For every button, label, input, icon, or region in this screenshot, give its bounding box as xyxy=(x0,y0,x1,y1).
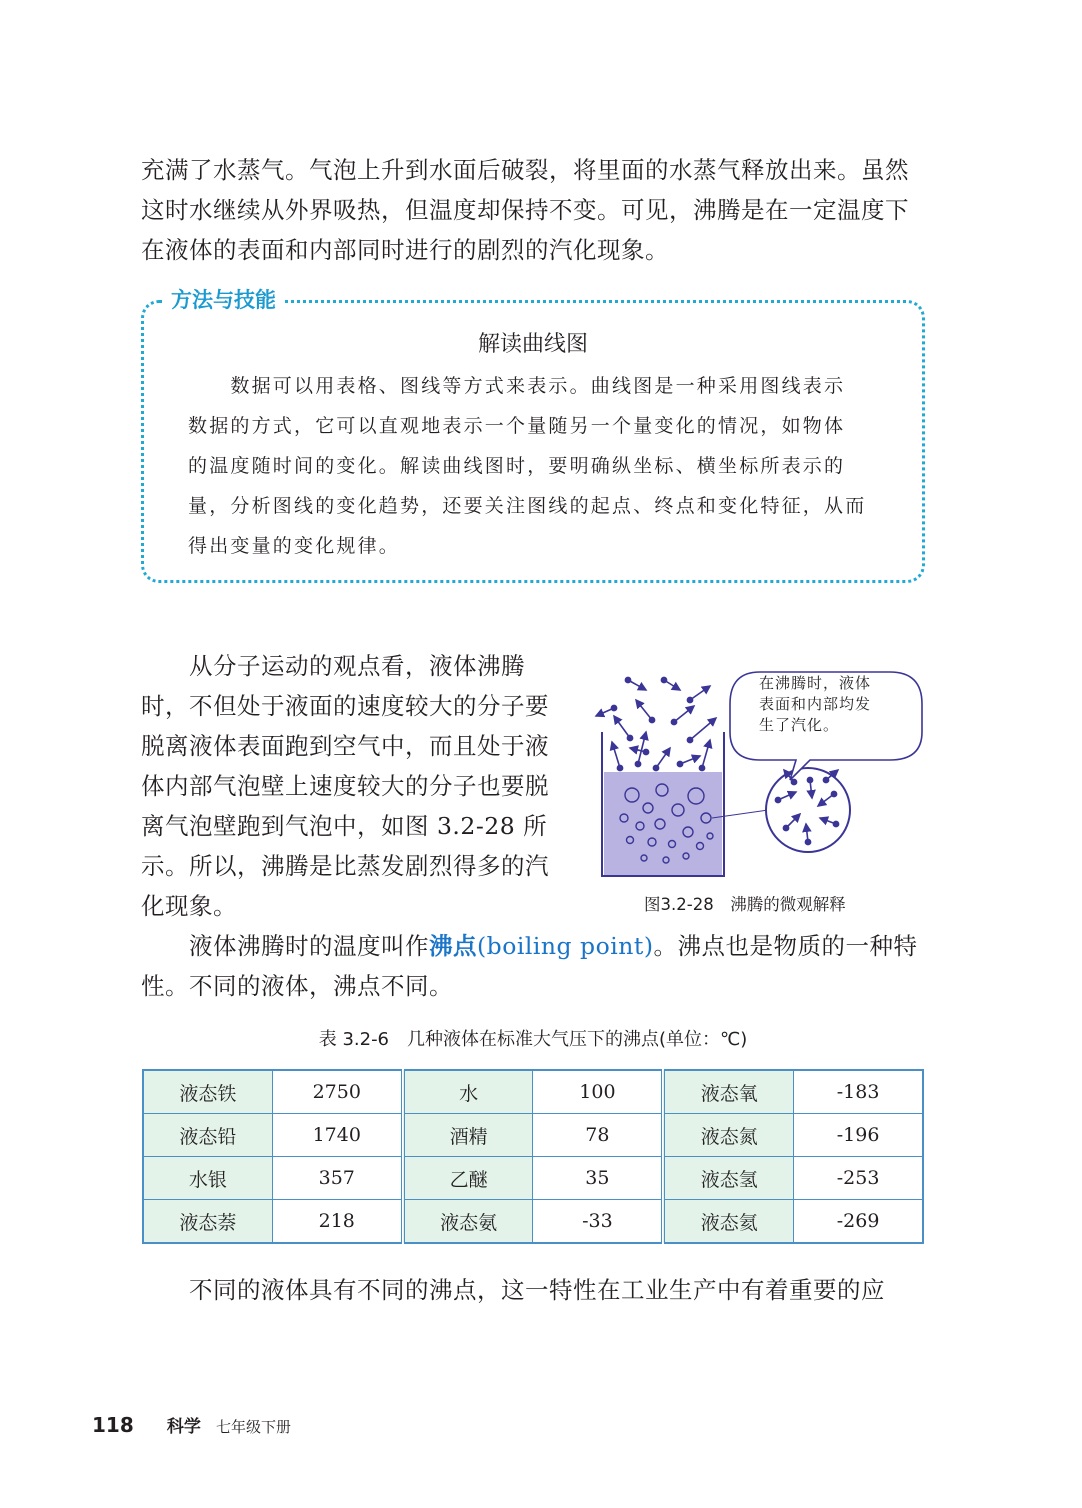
paragraph-boiling-description xyxy=(141,150,931,270)
text-line: 表面和内部均发 xyxy=(759,695,872,713)
table-cell: 液态氨 xyxy=(403,1200,533,1244)
text-line xyxy=(141,926,931,966)
method-skill-label: 方法与技能 xyxy=(163,286,284,314)
table-row xyxy=(143,1070,923,1114)
table-cell: -269 xyxy=(794,1200,923,1244)
text-line: 不同的液体具有不同的沸点，这一特性在工业生产中有着重要的应 xyxy=(141,1276,885,1304)
text-line: 时，不但处于液面的速度较大的分子要 xyxy=(141,692,549,720)
table-cell: 液态氮 xyxy=(663,1114,793,1157)
boiling-point-table xyxy=(142,1069,924,1244)
table-cell: 100 xyxy=(533,1070,663,1114)
text-line: 的温度随时间的变化。解读曲线图时，要明确纵坐标、横坐标所表示的 xyxy=(188,455,846,477)
page-footer xyxy=(92,1412,291,1437)
table-cell: 液态萘 xyxy=(143,1200,272,1244)
text-line: 得出变量的变化规律。 xyxy=(188,535,401,557)
table-cell: 1740 xyxy=(272,1114,402,1157)
speech-bubble-text xyxy=(759,673,899,736)
book-subject: 科学 xyxy=(166,1417,201,1437)
escaping-molecules xyxy=(596,677,716,770)
text-line: 充满了水蒸气。气泡上升到水面后破裂，将里面的水蒸气释放出来。虽然 xyxy=(141,156,909,184)
keyword-boiling-point: 沸点 xyxy=(429,932,477,960)
text-line: 体内部气泡壁上速度较大的分子也要脱 xyxy=(141,772,549,800)
paragraph-boiling-point xyxy=(141,926,931,1006)
table-cell: 液态铁 xyxy=(143,1070,272,1114)
paragraph-molecular-view xyxy=(141,646,571,926)
page-number: 118 xyxy=(92,1413,134,1437)
text-line: 数据的方式，它可以直观地表示一个量随另一个量变化的情况，如物体 xyxy=(188,415,846,437)
table-cell: 液态铅 xyxy=(143,1114,272,1157)
table-cell: -33 xyxy=(533,1200,663,1244)
method-skill-body xyxy=(188,366,888,566)
text-line: 量，分析图线的变化趋势，还要关注图线的起点、终点和变化特征，从而 xyxy=(188,495,867,517)
table-cell: 357 xyxy=(272,1157,402,1200)
table-row xyxy=(143,1200,923,1244)
text-line: 在沸腾时，液体 xyxy=(759,674,872,692)
table-cell: 2750 xyxy=(272,1070,402,1114)
text-line: 从分子运动的观点看，液体沸腾 xyxy=(141,652,525,680)
table-cell: 液态氧 xyxy=(663,1070,793,1114)
text-line: 这时水继续从外界吸热，但温度却保持不变。可见，沸腾是在一定温度下 xyxy=(141,196,909,224)
table-cell: -183 xyxy=(794,1070,923,1114)
table-row xyxy=(143,1114,923,1157)
text-line: 脱离液体表面跑到空气中，而且处于液 xyxy=(141,732,549,760)
table-cell: 酒精 xyxy=(403,1114,533,1157)
text-line: 化现象。 xyxy=(141,892,237,920)
paragraph-industrial-use xyxy=(141,1270,931,1310)
text-line: 示。所以，沸腾是比蒸发剧烈得多的汽 xyxy=(141,852,549,880)
english-term: (boiling point) xyxy=(477,932,654,960)
text-segment: 液体沸腾时的温度叫作 xyxy=(141,932,429,960)
table-cell: -253 xyxy=(794,1157,923,1200)
book-grade: 七年级下册 xyxy=(215,1418,291,1436)
text-line: 数据可以用表格、图线等方式来表示。曲线图是一种采用图线表示 xyxy=(188,375,846,397)
text-line: 性。不同的液体，沸点不同。 xyxy=(141,972,453,1000)
table-cell: -196 xyxy=(794,1114,923,1157)
table-cell: 液态氦 xyxy=(663,1200,793,1244)
text-line: 生了汽化。 xyxy=(759,716,840,734)
table-cell: 35 xyxy=(533,1157,663,1200)
table-cell: 218 xyxy=(272,1200,402,1244)
table-cell: 78 xyxy=(533,1114,663,1157)
table-cell: 水银 xyxy=(143,1157,272,1200)
table-cell: 水 xyxy=(403,1070,533,1114)
table-cell: 乙醚 xyxy=(403,1157,533,1200)
method-skill-title: 解读曲线图 xyxy=(477,332,588,357)
figure-caption: 图3.2-28 沸腾的微观解释 xyxy=(644,895,846,914)
text-line: 在液体的表面和内部同时进行的剧烈的汽化现象。 xyxy=(141,236,669,264)
text-line: 离气泡壁跑到气泡中，如图 3.2-28 所 xyxy=(141,812,548,840)
table-row xyxy=(143,1157,923,1200)
table-cell: 液态氢 xyxy=(663,1157,793,1200)
table-title: 表 3.2-6 几种液体在标准大气压下的沸点(单位：℃) xyxy=(318,1029,748,1050)
text-segment: 。沸点也是物质的一种特 xyxy=(653,932,918,960)
